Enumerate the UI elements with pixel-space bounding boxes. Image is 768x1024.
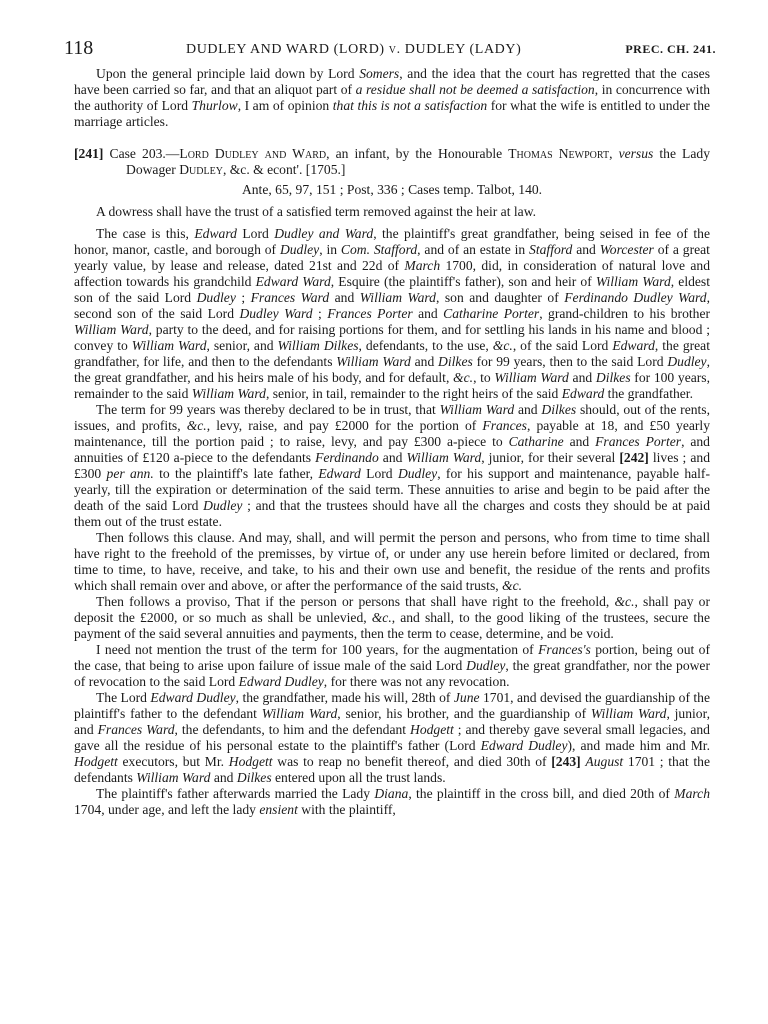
paragraph-opinion: Upon the general principle laid down by Lord Somers, and the idea that the court has regretted that the cases have been carried so far, and that an aliquot part of a residue shall not be deemed a satisfaction, in concurrence with the authority of Lord Thurlow, I am of opinion that this is not a satisfaction for what the wife is entitled to under the marriage articles.: [74, 66, 711, 129]
running-title: DUDLEY AND WARD (LORD) v. DUDLEY (LADY): [186, 42, 522, 57]
paragraph-will: The Lord Edward Dudley, the grandfather, made his will, 28th of June 1701, and devised the guardianship of the plaintiff's father to the defendant William Ward, senior, his brother, and the guardianship of William Ward, junior, and Frances Ward, the defendants, to him and the defendant Hodgett ; and thereby gave several small legacies, and gave all the residue of his personal estate to the plaintiff's father (Lord Edward Dudley), and made him and Mr. Hodgett executors, but Mr. Hodgett was to reap no benefit thereof, and died 30th of [243] August 1701 ; that the defendants William Ward and Dilkes entered upon all the trust lands.: [74, 690, 711, 785]
page-marker: [241]: [74, 146, 104, 161]
document-page: [64, 37, 716, 818]
case-references: Ante, 65, 97, 151 ; Post, 336 ; Cases temp. Talbot, 140.: [241, 182, 543, 197]
precedent-reference: PREC. CH. 241.: [625, 42, 716, 56]
page-number: 118: [64, 37, 94, 59]
paragraph-term-99-years: The term for 99 years was thereby declared to be in trust, that William Ward and Dilkes should, out of the rents, issues, and profits, &c., levy, raise, and pay £2000 for the portion of Frances, payable at 18, and £50 yearly maintenance, till the portion paid ; to raise, levy, and pay £300 a-piece to Catharine and Frances Porter, and annuities of £120 a-piece to the defendants Ferdinando and William Ward, junior, for their several [242] lives ; and £300 per ann. to the plaintiff's late father, Edward Lord Dudley, for his support and maintenance, payable half-yearly, till the expiration or determination of the said term. These annuities to arise and begin to be paid after the death of the said Lord Dudley ; and that the trustees should have all the charges and costs they should be at paid them out of the trust estate.: [74, 402, 711, 529]
paragraph-marriage: The plaintiff's father afterwards married the Lady Diana, the plaintiff in the cross bill, and died 20th of March 1704, under age, and left the lady ensient with the plaintiff,: [74, 786, 710, 817]
paragraph-term-100-years: I need not mention the trust of the term for 100 years, for the augmentation of Frances's portion, being out of the case, that being to arise upon failure of issue male of the said Lord Dudley, the great grandfather, nor the power of revocation to the said Lord Edward Dudley, for there was not any revocation.: [74, 642, 710, 689]
paragraph-clause: Then follows this clause. And may, shall, and will permit the person and persons, who from time to time shall have right to the freehold of the premisses, by virtue of, or under any use herein before limited or declared, from time to time, to have, receive, and take, to his and their own use and benefit, the residue of the rents and profits which shall remain over and above, or after the performance of the said trusts, &c.: [74, 530, 710, 593]
headnote: A dowress shall have the trust of a satisfied term removed against the heir at law.: [96, 204, 537, 219]
case-heading: [241] Case 203.—Lord Dudley and Ward, an infant, by the Honourable Thomas Newport, versus the Lady Dowager Dudley, &c. & econt'. [1705.]: [74, 146, 710, 177]
page-marker: [243]: [551, 754, 581, 769]
paragraph-proviso: Then follows a proviso, That if the person or persons that shall have right to the freehold, &c., shall pay or deposit the £2000, or so much as shall be unlevied, &c., and shall, to the good liking of the trustees, secure the payment of the said several annuities and payments, then the term to cease, determine, and be void.: [74, 594, 711, 641]
running-header: [64, 37, 716, 66]
page-marker: [242]: [619, 450, 649, 465]
paragraph-case-facts: The case is this, Edward Lord Dudley and Ward, the plaintiff's great grandfather, being seised in fee of the honor, manor, castle, and borough of Dudley, in Com. Stafford, and of an estate in Stafford and Worcester of a great yearly value, by lease and release, dated 21st and 22d of March 1700, did, in consideration of natural love and affection towards his grandchild Edward Ward, Esquire (the plaintiff's father), son and heir of William Ward, eldest son of the said Lord Dudley ; Frances Ward and William Ward, son and daughter of Ferdinando Dudley Ward, second son of the said Lord Dudley Ward ; Frances Porter and Catharine Porter, grand-children to his brother William Ward, party to the deed, and for raising portions for them, and for settling his lands in his name and blood ; convey to William Ward, senior, and William Dilkes, defendants, to the use, &c., of the said Lord Edward, the great grandfather, for life, and then to the defendants William Ward and Dilkes for 99 years, then to the said Lord Dudley, the great grandfather, and his heirs male of his body, and for default, &c., to William Ward and Dilkes for 100 years, remainder to the said William Ward, senior, in tail, remainder to the right heirs of the said Edward the grandfather.: [74, 226, 711, 401]
